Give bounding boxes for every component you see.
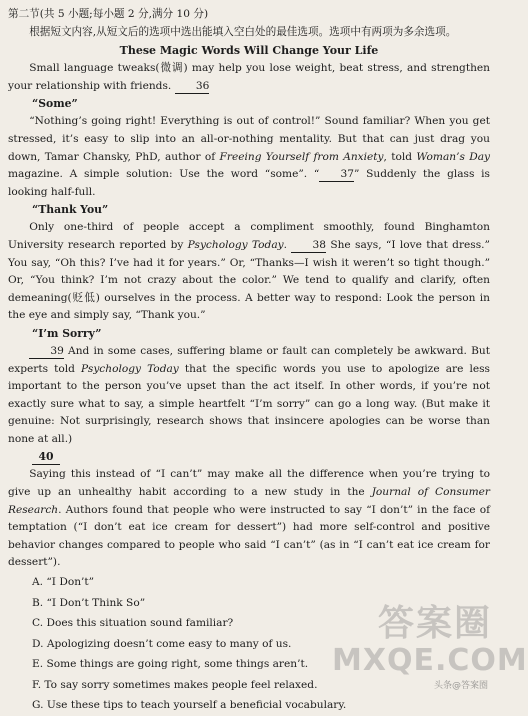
blank-40: 40 <box>32 450 60 465</box>
cant-paragraph <box>8 466 490 572</box>
thankyou-text-b: . <box>283 238 292 251</box>
intro-text: Small language tweaks(微调) may help you lose weight, beat stress, and strengthen your relationship with friends. <box>8 62 490 92</box>
journal-title: Psychology Today <box>81 362 179 375</box>
journal-title: Psychology Today <box>187 238 284 251</box>
some-text-c: magazine. A simple solution: Use the word “some”. “ <box>8 168 320 181</box>
some-paragraph <box>8 113 490 201</box>
blank-37: 37 <box>319 167 354 182</box>
some-text-a: “Nothing’s going right! Everything is out of control!” Sound familiar? When you get stressed, it’s easy to slip into an all-or-nothing mentality. But that can just drag you down, Tamar Chansky, PhD, author of <box>8 115 490 163</box>
blank-36: 36 <box>175 79 210 94</box>
sorry-text-b: that the specific words you use to apologize are less important to the person you’ve upset than the act itself. In other words, if you’re not exactly sure what to say, a simple heartfelt “I’m sorry” can go a long way. (But make it genuine: Not surprisingly, research shows that insincere apologies can be worse than none at all.) <box>8 362 490 445</box>
option-a: A. “I Don’t” <box>32 576 95 589</box>
watermark <box>332 603 528 693</box>
some-text-d: ” Suddenly the glass is looking half-full. <box>8 168 490 198</box>
passage-title: These Magic Words Will Change Your Life <box>119 44 379 58</box>
thankyou-text-a: Only one-third of people accept a compliment smoothly, found Binghamton University research reported by <box>8 221 490 251</box>
thankyou-paragraph <box>8 219 490 325</box>
cant-text-a: Saying this instead of “I can’t” may make all the difference when you’re trying to give up an unhealthy habit according to a new study in the <box>8 468 490 499</box>
subhead-thank-you: “Thank You” <box>32 203 109 217</box>
section-heading: 第二节(共 5 小题;每小题 2 分,满分 10 分) <box>8 8 209 20</box>
book-title: Freeing Yourself from Anxiety <box>219 150 384 163</box>
intro-paragraph <box>8 60 490 95</box>
sorry-text-a: And in some cases, suffering blame or fault can completely be awkward. But experts told <box>8 344 490 375</box>
option-e: E. Some things are going right, some things aren’t. <box>32 658 309 671</box>
sorry-paragraph <box>8 343 490 449</box>
subhead-blank-40 <box>8 448 490 466</box>
option-c: C. Does this situation sound familiar? <box>32 617 234 630</box>
watermark-site: MXQE.COM <box>332 643 528 678</box>
subhead-im-sorry: “I’m Sorry” <box>32 326 102 340</box>
subhead-some: “Some” <box>32 97 78 111</box>
magazine-title: Woman’s Day <box>416 150 491 163</box>
option-g: G. Use these tips to teach yourself a beneficial vocabulary. <box>32 699 347 712</box>
blank-39: 39 <box>29 344 64 359</box>
thankyou-text-c: She says, “I love that dress.” You say, “Oh this? I’ve had it for years.” Or, “Thanks—I wish it weren’t so tight though.” Or, “You think? I’m not crazy about the color.” We tend to qualify and clarify, often demeaning(贬低) ourselves in the process. A better way to respond: Look the person in the eye and simply say, “Thank you.” <box>8 238 490 322</box>
cant-text-b: . Authors found that people who were instructed to say “I don’t” in the face of temptation (“I don’t eat ice cream for dessert”) had more self-control and positive behavior changes compared to people who said “I can’t” (as in “I can’t eat ice cream for dessert”). <box>8 503 490 569</box>
option-b: B. “I Don’t Think So” <box>32 596 146 609</box>
option-f: F. To say sorry sometimes makes people feel relaxed. <box>32 678 318 691</box>
some-text-b: , told <box>383 150 417 163</box>
watermark-credit: 头条@答案圈 <box>433 681 488 691</box>
watermark-logo-text: 答案圈 <box>377 603 492 644</box>
journal-title: Journal of Consumer Research <box>8 486 490 516</box>
blank-38: 38 <box>291 238 326 253</box>
section-instruction: 根据短文内容,从短文后的选项中选出能填入空白处的最佳选项。选项中有两项为多余选项。 <box>29 25 457 38</box>
option-d: D. Apologizing doesn’t come easy to many of us. <box>32 637 292 650</box>
